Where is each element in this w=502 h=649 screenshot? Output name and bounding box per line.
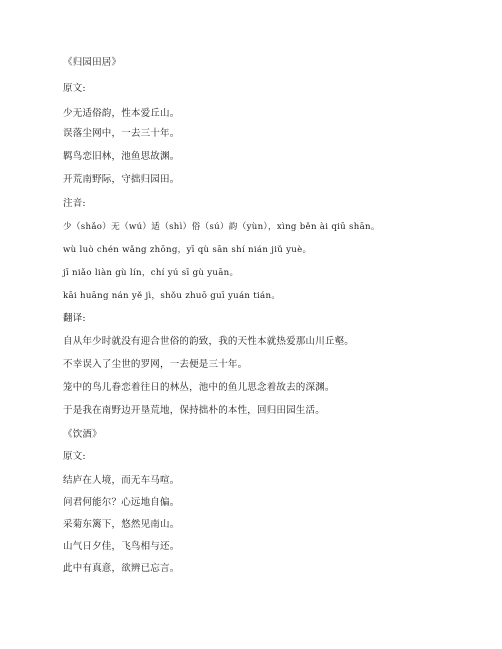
poem1-original-heading: 原文: (63, 83, 86, 94)
poem2-line-5: 此中有真意，欲辨已忘言。 (63, 563, 180, 574)
pinyin-line-1: 少（shǎo）无（wú）适（shì）俗（sú）韵（yùn），xìng běn ài qiū shān。 (63, 222, 380, 232)
pinyin-line-3: jī niǎo liàn gù lín，chí yú sī gù yuān。 (63, 268, 239, 278)
poem1-line-4: 开荒南野际，守拙归园田。 (63, 174, 180, 185)
poem1-line-1: 少无适俗韵，性本爱丘山。 (63, 108, 180, 119)
poem1-line-3: 羁鸟恋旧林，池鱼思故渊。 (63, 151, 180, 162)
poem2-line-3: 采菊东篱下，悠然见南山。 (63, 519, 180, 530)
poem1-title: 《归园田居》 (63, 57, 122, 68)
pinyin-line-4: kāi huāng nán yě jì，shǒu zhuō guī yuán tián。 (63, 291, 281, 301)
translation-line-2: 不幸误入了尘世的罗网，一去便是三十年。 (63, 359, 248, 370)
poem1-translation-heading: 翻译: (63, 313, 86, 324)
translation-line-1: 自从年少时就没有迎合世俗的韵致，我的天性本就热爱那山川丘壑。 (63, 336, 355, 347)
pinyin-line-2: wù luò chén wǎng zhōng，yī qù sān shí nián jiǔ yuè。 (63, 245, 312, 255)
poem1-line-2: 误落尘网中，一去三十年。 (63, 128, 180, 139)
poem2-line-1: 结庐在人境，而无车马喧。 (63, 475, 180, 486)
poem2-original-heading: 原文: (63, 451, 86, 462)
translation-line-4: 于是我在南野边开垦荒地，保持拙朴的本性，回归田园生活。 (63, 405, 325, 416)
poem2-line-4: 山气日夕佳，飞鸟相与还。 (63, 541, 180, 552)
translation-line-3: 笼中的鸟儿眷恋着往日的林丛，池中的鱼儿思念着故去的深渊。 (63, 382, 335, 393)
poem2-line-2: 问君何能尔？心远地自偏。 (63, 497, 180, 508)
poem1-pinyin-heading: 注音: (63, 198, 86, 209)
poem2-title: 《饮酒》 (63, 429, 102, 440)
